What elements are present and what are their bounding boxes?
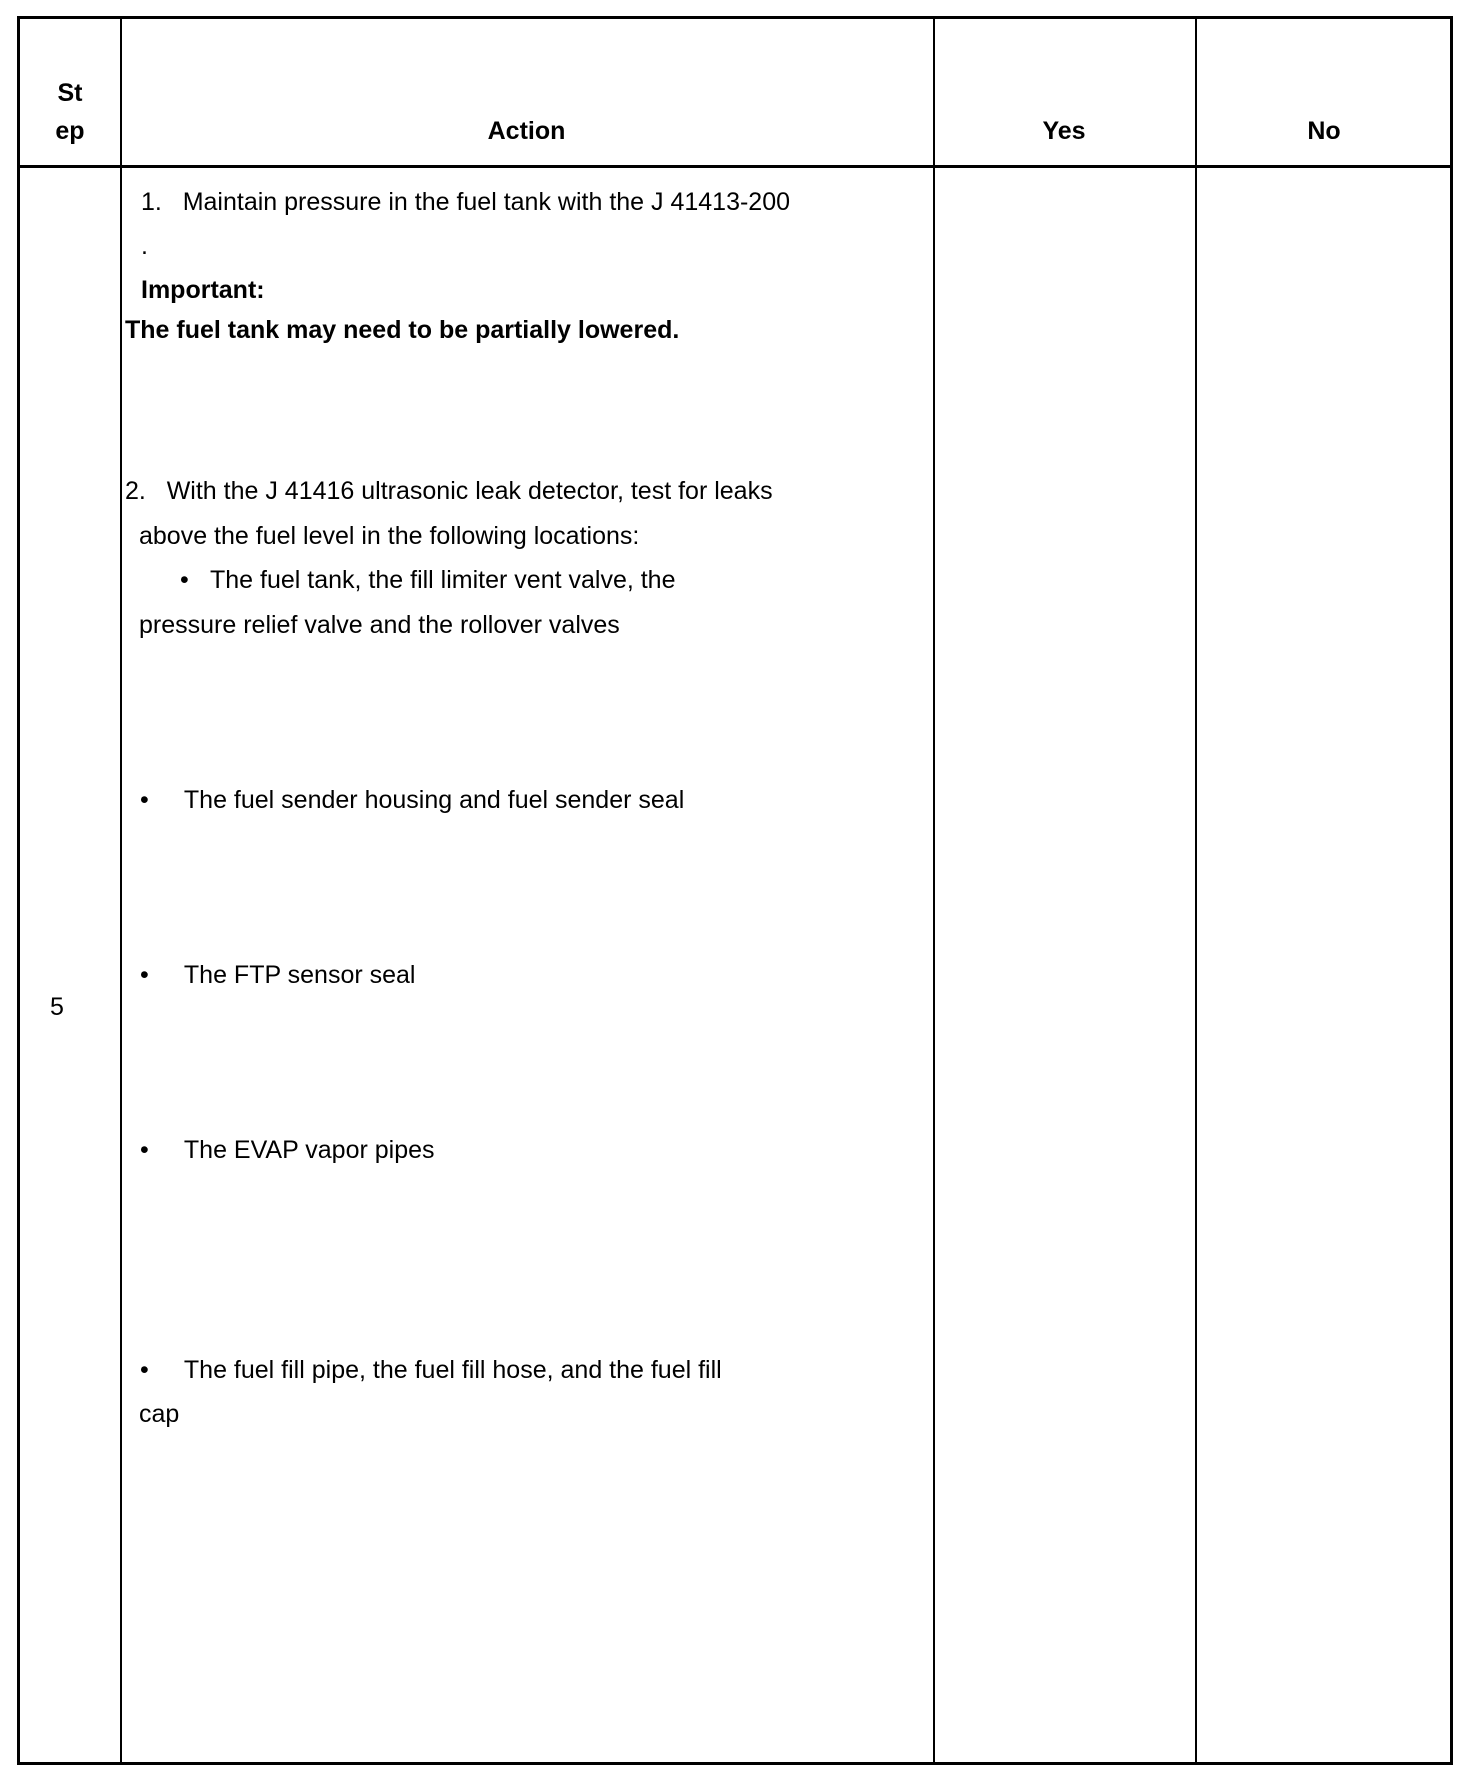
- column-divider-yes-no: [1195, 19, 1197, 1762]
- bullet-item: [180, 558, 676, 602]
- item-1-continuation: .: [141, 232, 148, 260]
- bullet-symbol: •: [140, 961, 149, 989]
- header-step-line1: St: [57, 79, 83, 107]
- header-step: [20, 74, 120, 150]
- step-number: 5: [50, 993, 64, 1021]
- bullet-text: The FTP sensor seal: [183, 961, 416, 989]
- header-action: Action: [487, 117, 566, 145]
- bullet-text: The fuel fill pipe, the fuel fill hose, and the fuel fill: [183, 1356, 722, 1384]
- bullet-text-continuation: pressure relief valve and the rollover valves: [139, 611, 620, 639]
- header-yes: Yes: [1042, 117, 1086, 145]
- bullet-item: [140, 1128, 435, 1172]
- bullet-symbol: •: [180, 566, 189, 594]
- important-label: Important:: [141, 276, 265, 304]
- action-item-1: [141, 180, 790, 224]
- item-2-text-continuation: above the fuel level in the following locations:: [139, 522, 640, 550]
- item-2-text: With the J 41416 ultrasonic leak detector, test for leaks: [166, 477, 773, 505]
- bullet-text-continuation: cap: [139, 1400, 180, 1428]
- header-step-line2: ep: [55, 117, 85, 145]
- bullet-symbol: •: [140, 1356, 149, 1384]
- bullet-symbol: •: [140, 786, 149, 814]
- column-divider-action-yes: [933, 19, 935, 1762]
- bullet-item: [140, 1348, 722, 1392]
- bullet-text: The EVAP vapor pipes: [183, 1136, 435, 1164]
- column-divider-step-action: [120, 19, 122, 1762]
- header-no: No: [1307, 117, 1341, 145]
- bullet-item: [140, 778, 684, 822]
- item-1-text: Maintain pressure in the fuel tank with the J 41413-200: [182, 188, 791, 216]
- bullet-item: [140, 953, 416, 997]
- header-divider: [20, 165, 1450, 168]
- procedure-table: [17, 16, 1453, 1765]
- important-note: The fuel tank may need to be partially lowered.: [125, 316, 680, 344]
- item-1-number: 1.: [141, 188, 162, 216]
- bullet-text: The fuel sender housing and fuel sender seal: [183, 786, 685, 814]
- action-item-2: [125, 469, 773, 513]
- bullet-symbol: •: [140, 1136, 149, 1164]
- bullet-text: The fuel tank, the fill limiter vent valve, the: [210, 566, 676, 594]
- item-2-number: 2.: [125, 477, 146, 505]
